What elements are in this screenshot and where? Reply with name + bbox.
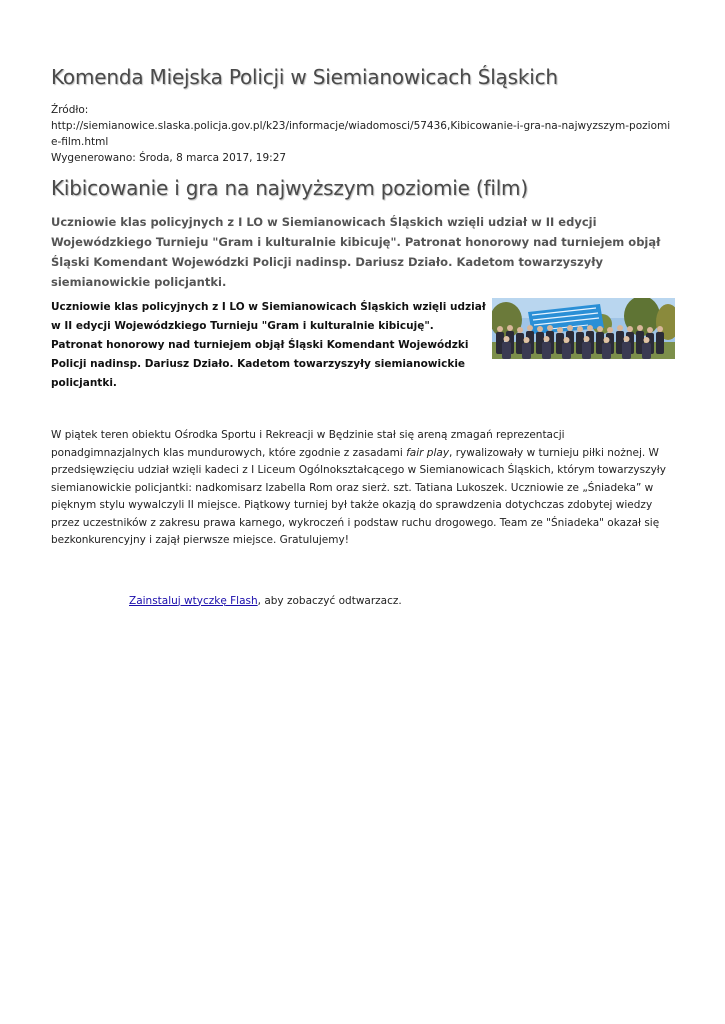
source-label: Źródło:	[51, 104, 89, 116]
flash-notice-suffix: , aby zobaczyć odtwarzacz.	[257, 594, 402, 607]
source-meta	[51, 102, 675, 166]
source-url: http://siemianowice.slaska.policja.gov.pl/k23/informacje/wiadomosci/57436,Kibicowanie-i-gra-na-najwyzszym-poziomie-film.html	[51, 120, 671, 148]
body-text-part2: , rywalizowały w turnieju piłki nożnej. W przedsięwzięciu udział wzięli kadeci z I Liceum Ogólnokształcącego w Siemianowicach Śląskich, którym towarzyszyły siemianowickie policjantki: nadkomisarz Izabella Rom oraz sierż. szt. Tatiana Lukoszek. Uczniowie ze „Śniadeka” w pięknym stylu wywalczyli II miejsce. Piątkowy turniej był także okazją do sprawdzenia dotychczas zdobytej wiedzy przez uczestników z zakresu prawa karnego, wykroczeń i podstaw ruchu drogowego. Team ze "Śniadeka" okazał się bezkonkurencyjny i zajął pierwsze miejsce. Gratulujemy!	[51, 446, 666, 546]
install-flash-link[interactable]: Zainstaluj wtyczkę Flash	[129, 594, 258, 607]
body-text-italic: fair play	[406, 446, 450, 459]
document-page	[51, 60, 675, 609]
intro-block	[51, 298, 675, 393]
group-photo-image	[492, 298, 675, 359]
article-intro: Uczniowie klas policyjnych z I LO w Siemianowicach Śląskich wzięli udział w II edycji Wojewódzkiego Turnieju "Gram i kulturalnie kibicuję". Patronat honorowy nad turniejem objął Śląski Komendant Wojewódzki Policji nadinsp. Dariusz Działo. Kadetom towarzyszyły siemianowickie policjantki.	[51, 301, 486, 389]
article-photo	[492, 298, 675, 359]
article-title: Kibicowanie i gra na najwyższym poziomie (film)	[51, 176, 528, 200]
generated-date: Wygenerowano: Środa, 8 marca 2017, 19:27	[51, 152, 287, 164]
article-body	[51, 427, 675, 550]
body-text-part1: W piątek teren obiektu Ośrodka Sportu i Rekreacji w Będzinie stał się areną zmagań reprezentacji ponadgimnazjalnych klas mundurowych, które zgodnie z zasadami	[51, 429, 565, 459]
site-title: Komenda Miejska Policji w Siemianowicach Śląskich	[51, 65, 558, 89]
flash-player-notice	[129, 593, 675, 609]
article-lead: Uczniowie klas policyjnych z I LO w Siemianowicach Śląskich wzięli udział w II edycji Wojewódzkiego Turnieju "Gram i kulturalnie kibicuję". Patronat honorowy nad turniejem objął Śląski Komendant Wojewódzki Policji nadinsp. Dariusz Działo. Kadetom towarzyszyły siemianowickie policjantki.	[51, 215, 661, 289]
